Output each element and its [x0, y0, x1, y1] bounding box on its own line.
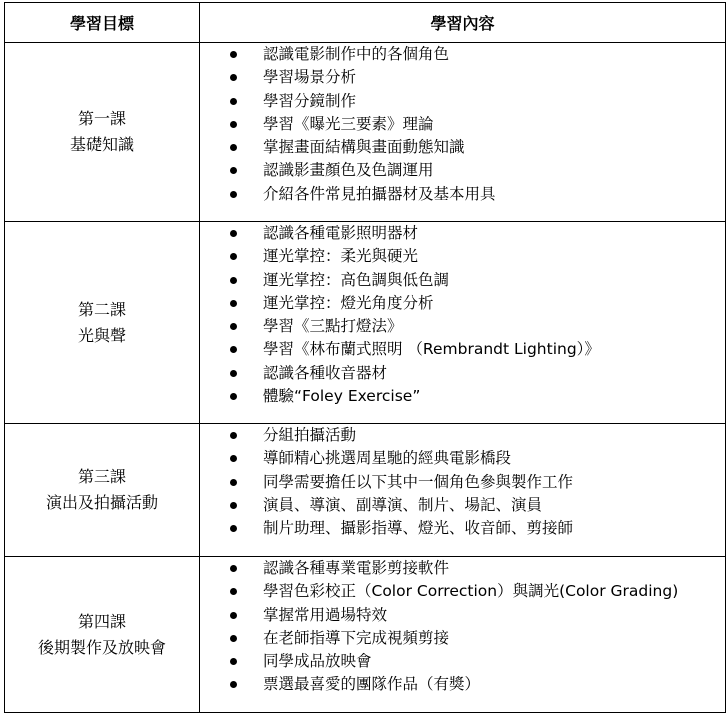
bullet-icon — [230, 277, 237, 284]
lesson-goal-3 — [5, 424, 200, 557]
lesson-number: 第一課 — [77, 109, 126, 128]
list-item-text: 體驗“Foley Exercise” — [263, 387, 421, 406]
lesson-goal-4 — [5, 557, 200, 713]
list-item — [225, 338, 725, 361]
lesson-content-1 — [200, 43, 726, 222]
lesson-title: 後期製作及放映會 — [37, 637, 166, 657]
lesson-row-1 — [5, 43, 726, 222]
bullet-icon — [230, 230, 237, 237]
list-item-text: 學習場景分析 — [263, 68, 357, 87]
list-item — [225, 183, 725, 206]
list-item-text: 掌握畫面結構與畫面動態知識 — [263, 138, 465, 157]
list-item-text: 票選最喜愛的團隊作品（有獎） — [263, 675, 481, 694]
list-item — [225, 580, 725, 603]
lesson-item-list — [200, 557, 725, 697]
list-item-text: 介紹各件常見拍攝器材及基本用具 — [263, 184, 496, 203]
lesson-goal-1 — [5, 43, 200, 222]
bullet-icon — [230, 525, 237, 532]
bullet-icon — [230, 502, 237, 509]
list-item-text: 學習《曝光三要素》理論 — [263, 114, 434, 133]
bullet-icon — [230, 191, 237, 198]
lesson-item-list — [200, 424, 725, 540]
bullet-icon — [230, 98, 237, 105]
lesson-item-list — [200, 222, 725, 408]
list-item-text: 掌握常用過場特效 — [263, 605, 388, 624]
list-item-text: 制片助理、攝影指導、燈光、收音師、剪接師 — [263, 519, 574, 538]
list-item-text: 認識各種收音器材 — [263, 363, 388, 382]
list-item-text: 演員、導演、副導演、制片、場記、演員 — [263, 495, 543, 514]
list-item-text: 學習《林布蘭式照明 （Rembrandt Lighting）》 — [263, 340, 600, 359]
bullet-icon — [230, 144, 237, 151]
list-item — [225, 627, 725, 650]
list-item — [225, 66, 725, 89]
list-item-text: 認識各種電影照明器材 — [263, 224, 419, 242]
lesson-goal-2 — [5, 222, 200, 424]
bullet-icon — [230, 167, 237, 174]
lesson-row-4 — [5, 557, 726, 713]
list-item — [225, 245, 725, 268]
list-item — [225, 604, 725, 627]
header-content: 學習內容 — [200, 3, 726, 43]
lesson-number: 第三課 — [77, 467, 126, 486]
lesson-title: 光與聲 — [77, 325, 126, 345]
list-item-text: 運光掌控：燈光角度分析 — [263, 293, 434, 312]
list-item — [225, 292, 725, 315]
list-item — [225, 43, 725, 66]
list-item-text: 分組拍攝活動 — [263, 426, 357, 444]
list-item — [225, 517, 725, 540]
list-item — [225, 362, 725, 385]
list-item-text: 認識各種專業電影剪接軟件 — [263, 559, 450, 577]
list-item — [225, 136, 725, 159]
bullet-icon — [230, 323, 237, 330]
bullet-icon — [230, 681, 237, 688]
list-item-text: 認識影畫顏色及色調運用 — [263, 161, 434, 180]
bullet-icon — [230, 455, 237, 462]
bullet-icon — [230, 479, 237, 486]
bullet-icon — [230, 612, 237, 619]
list-item-text: 同學需要擔任以下其中一個角色參與製作工作 — [263, 472, 574, 491]
list-item-text: 在老師指導下完成視頻剪接 — [263, 628, 450, 647]
list-item-text: 學習分鏡制作 — [263, 91, 357, 110]
list-item — [225, 385, 725, 408]
lesson-item-list — [200, 43, 725, 206]
header-row — [5, 3, 726, 43]
lesson-title: 基礎知識 — [69, 135, 134, 154]
bullet-icon — [230, 432, 237, 439]
bullet-icon — [230, 74, 237, 81]
bullet-icon — [230, 370, 237, 377]
list-item — [225, 673, 725, 696]
list-item-text: 學習《三點打燈法》 — [263, 317, 403, 336]
lesson-number: 第二課 — [77, 299, 126, 319]
lesson-title: 演出及拍攝活動 — [45, 493, 158, 512]
bullet-icon — [230, 121, 237, 128]
lesson-content-4 — [200, 557, 726, 713]
bullet-icon — [230, 658, 237, 665]
lesson-content-2 — [200, 222, 726, 424]
bullet-icon — [230, 51, 237, 58]
bullet-icon — [230, 635, 237, 642]
list-item — [225, 650, 725, 673]
list-item — [225, 269, 725, 292]
list-item — [225, 557, 725, 580]
lesson-number: 第四課 — [77, 611, 126, 631]
list-item — [225, 159, 725, 182]
list-item — [225, 447, 725, 470]
list-item — [225, 494, 725, 517]
curriculum-table — [4, 2, 726, 713]
list-item — [225, 222, 725, 245]
list-item-text: 運光掌控：高色調與低色調 — [263, 270, 450, 289]
lesson-row-3 — [5, 424, 726, 557]
list-item — [225, 471, 725, 494]
list-item — [225, 424, 725, 447]
bullet-icon — [230, 393, 237, 400]
list-item — [225, 315, 725, 338]
bullet-icon — [230, 346, 237, 353]
lesson-row-2 — [5, 222, 726, 424]
list-item-text: 運光掌控：柔光與硬光 — [263, 247, 419, 266]
list-item-text: 學習色彩校正（Color Correction）與調光(Color Grading) — [263, 582, 679, 601]
header-goal: 學習目標 — [5, 3, 200, 43]
list-item — [225, 113, 725, 136]
list-item-text: 導師精心挑選周星馳的經典電影橋段 — [263, 449, 512, 468]
lesson-content-3 — [200, 424, 726, 557]
bullet-icon — [230, 253, 237, 260]
bullet-icon — [230, 588, 237, 595]
bullet-icon — [230, 300, 237, 307]
list-item-text: 同學成品放映會 — [263, 652, 372, 671]
bullet-icon — [230, 565, 237, 572]
list-item — [225, 90, 725, 113]
list-item-text: 認識電影制作中的各個角色 — [263, 45, 450, 63]
